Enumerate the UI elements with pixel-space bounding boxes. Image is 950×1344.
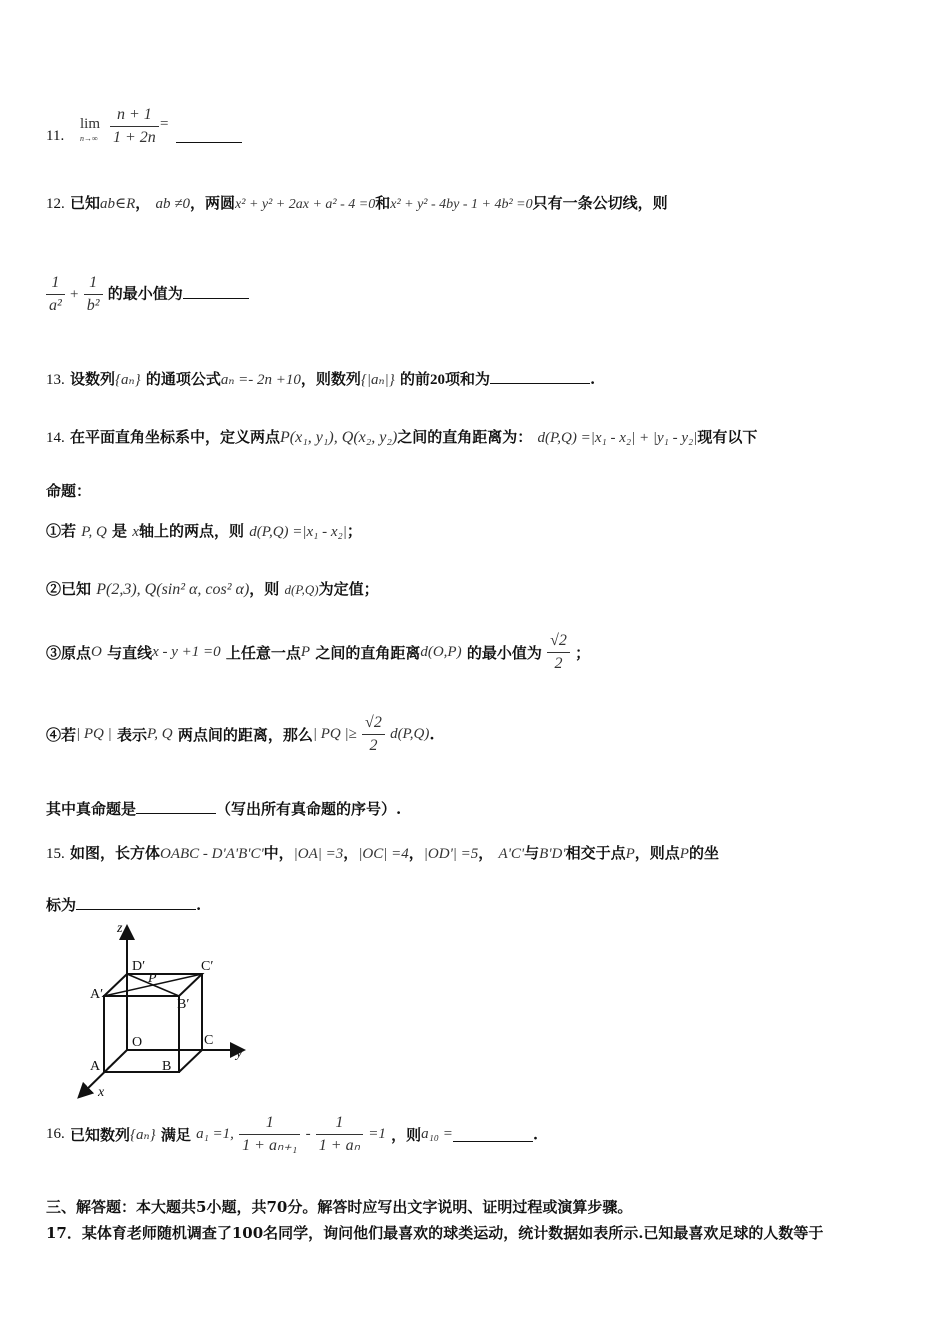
label-B: B xyxy=(162,1059,172,1074)
cuboid-figure xyxy=(70,920,260,1105)
q14-text-4: 命题： xyxy=(46,482,92,500)
q11-denominator: 1 + 2n xyxy=(113,129,156,146)
q15-math-7: P xyxy=(625,846,635,862)
question-15-line-2 xyxy=(46,894,201,915)
q15-text-2: 中， xyxy=(263,844,294,862)
q14-p3-text-c: 上任意一点 xyxy=(225,644,301,662)
q15-comma-2: ， xyxy=(408,844,424,862)
q14-p1-text-b: 是 xyxy=(112,522,128,540)
q11-lim-sub: n→∞ xyxy=(80,134,98,143)
q14-p3-denominator: 2 xyxy=(554,655,563,672)
q13-text-5: 项和为 xyxy=(445,370,491,388)
q15-text-3: 与 xyxy=(524,844,540,862)
q14-p4-text-a: ④若 xyxy=(46,726,77,744)
q13-text-2: 的通项公式 xyxy=(145,370,221,388)
q13-number-20: 20 xyxy=(430,372,445,388)
q15-text-4: 相交于点 xyxy=(565,844,626,862)
q15-math-8: P xyxy=(679,846,689,862)
q12-number: 12. xyxy=(46,196,65,212)
q14-p2-text-c: 为定值； xyxy=(318,580,379,598)
label-B-prime: B′ xyxy=(177,997,190,1012)
q15-math-1: OABC - D'A'B'C' xyxy=(160,846,264,862)
q14-p1-text-d: ； xyxy=(346,522,362,540)
question-12-line-2 xyxy=(46,272,249,317)
label-D-prime: D′ xyxy=(132,959,146,974)
q14-p4-text-b: 表示 xyxy=(117,726,148,744)
q14-p3-text-e: 的最小值为 xyxy=(466,644,542,662)
q14-text-2: 之间的直角距离为： xyxy=(397,428,533,446)
q16-end: . xyxy=(532,1125,539,1144)
q12-math-4: x² + y² - 4by - 1 + 4b² =0 xyxy=(390,197,533,212)
q16-math-1: {aₙ} xyxy=(130,1127,156,1143)
q14-p4-fraction xyxy=(362,712,385,757)
q14-p4-math-4: d(P,Q) xyxy=(390,726,430,742)
q16-f1-numerator: 1 xyxy=(239,1112,300,1135)
q14-p1-math-3: d(P,Q) =|x₁ - x₂| xyxy=(249,524,347,540)
q14-p3-numerator: √2 xyxy=(547,630,570,653)
label-C: C xyxy=(204,1033,214,1048)
q16-text-3: ，则 xyxy=(391,1126,422,1144)
q15-math-4: |OD'| =5 xyxy=(423,846,479,862)
label-y: y xyxy=(236,1046,243,1061)
q14-p4-denominator: 2 xyxy=(369,737,378,754)
q14-p3-math-3: P xyxy=(300,644,311,660)
q13-math-1: {aₙ} xyxy=(115,372,141,388)
q14-p3-math-2: x - y +1 =0 xyxy=(152,644,221,660)
q12-text-5: 只有一条公切线，则 xyxy=(532,194,668,212)
q14-proposition-1 xyxy=(46,520,362,541)
q14-p3-math-1: O xyxy=(91,644,102,660)
q14-p3-text-d: 之间的直角距离 xyxy=(315,644,421,662)
q14-p4-text-d: . xyxy=(429,725,435,744)
q11-answer-blank[interactable] xyxy=(176,128,242,143)
q14-p4-math-1: | PQ | xyxy=(76,726,112,742)
question-12 xyxy=(46,192,668,213)
q12-f2-numerator: 1 xyxy=(84,272,103,295)
q16-f2-numerator: 1 xyxy=(316,1112,363,1135)
label-O: O xyxy=(132,1035,143,1050)
q13-math-3: {|aₙ|} xyxy=(360,372,395,388)
label-A-prime: A′ xyxy=(90,987,104,1002)
q14-p4-math-3: | PQ |≥ xyxy=(312,726,357,742)
q16-math-3: =1 xyxy=(368,1126,386,1142)
question-17: 17．某体育老师随机调查了100名同学，询问他们最喜欢的球类运动，统计数据如表所示.已知最喜欢足球的人数等于 xyxy=(46,1224,824,1242)
edge-B-C xyxy=(179,1050,202,1072)
question-14 xyxy=(46,426,757,447)
q14-p1-math-2: x xyxy=(132,524,139,540)
q14-p4-text-c: 两点间的距离，那么 xyxy=(177,726,313,744)
q11-fraction xyxy=(110,104,159,149)
q12-math-3: x² + y² + 2ax + a² - 4 =0 xyxy=(235,197,376,212)
q16-minus: - xyxy=(305,1126,311,1142)
q15-answer-blank[interactable] xyxy=(76,895,196,910)
label-C-prime: C′ xyxy=(201,959,214,974)
q15-text-5: ，则点 xyxy=(634,844,680,862)
q16-answer-blank[interactable] xyxy=(453,1127,533,1142)
q13-number: 13. xyxy=(46,372,65,388)
q12-f1-denominator: a² xyxy=(49,297,62,314)
q14-text-3: 现有以下 xyxy=(697,428,758,446)
q16-math-4: a₁₀ = xyxy=(421,1126,453,1142)
q12-f1-numerator: 1 xyxy=(46,272,65,295)
q14-p3-text-a: ③原点 xyxy=(46,644,92,662)
q15-text-7: 标为 xyxy=(46,896,77,914)
question-16 xyxy=(46,1112,538,1157)
q14-p1-math-1: P, Q xyxy=(81,524,107,540)
q15-text-6: 的坐 xyxy=(688,844,719,862)
q14-text-1: 在平面直角坐标系中，定义两点 xyxy=(69,428,280,446)
section-3-title: 三、解答题：本大题共5小题，共70分。解答时应写出文字说明、证明过程或演算步骤。 xyxy=(46,1198,633,1216)
q12-f2-denominator: b² xyxy=(86,297,100,314)
q14-proposition-2 xyxy=(46,578,379,599)
q11-number: 11. xyxy=(46,128,65,144)
q14-p3-text-f: ； xyxy=(575,644,591,662)
q12-fraction-2 xyxy=(84,272,103,317)
label-z: z xyxy=(117,921,123,936)
q14-math-1: P(x₁, y₁), Q(x₂, y₂) xyxy=(280,429,398,446)
q14-p2-text-a: ②已知 xyxy=(46,580,92,598)
q16-fraction-1 xyxy=(239,1112,300,1157)
q11-numerator: n + 1 xyxy=(110,104,159,127)
q14-text-6: （写出所有真命题的序号）. xyxy=(216,800,402,818)
q12-text-2: ， xyxy=(135,194,151,212)
q15-text-1: 如图，长方体 xyxy=(69,844,160,862)
q14-proposition-4 xyxy=(46,712,435,757)
q16-f1-denominator: 1 + aₙ₊₁ xyxy=(242,1137,298,1154)
q12-fraction-1 xyxy=(46,272,65,317)
q15-math-5: A'C' xyxy=(498,846,525,862)
q13-math-2: aₙ =- 2n +10 xyxy=(220,372,301,388)
q13-text-1: 设数列 xyxy=(69,370,115,388)
q12-math-2: ab ≠0 xyxy=(155,196,191,212)
q14-conclusion xyxy=(46,798,401,819)
q14-p2-text-b: ，则 xyxy=(249,580,280,598)
q12-math-1: ab∈R xyxy=(100,196,136,212)
q16-text-2: 满足 xyxy=(160,1126,191,1144)
q14-math-2: d(P,Q) =|x₁ - x₂| + |y₁ - y₂| xyxy=(537,430,698,446)
q14-p3-math-4: d(O,P) xyxy=(420,644,462,660)
q13-text-4: 的前 xyxy=(399,370,430,388)
label-A: A xyxy=(90,1059,101,1074)
q13-text-3: ，则数列 xyxy=(300,370,361,388)
q14-p2-math-1: P(2,3), Q(sin² α, cos² α) xyxy=(96,581,250,598)
q14-answer-blank[interactable] xyxy=(136,799,216,814)
q13-end: . xyxy=(590,370,596,388)
q14-p4-numerator: √2 xyxy=(362,712,385,735)
q16-fraction-2 xyxy=(316,1112,363,1157)
q14-text-5: 其中真命题是 xyxy=(46,800,137,818)
q12-answer-blank[interactable] xyxy=(183,284,249,299)
q12-plus: + xyxy=(70,286,79,303)
question-13 xyxy=(46,368,595,389)
q15-math-3: |OC| =4 xyxy=(358,846,409,862)
q12-text-3: ，两圆 xyxy=(190,194,236,212)
q16-text-1: 已知数列 xyxy=(69,1126,130,1144)
q12-text-1: 已知 xyxy=(69,194,100,212)
q14-number: 14. xyxy=(46,430,65,446)
q16-f2-denominator: 1 + aₙ xyxy=(318,1137,360,1154)
label-P: P xyxy=(148,971,157,986)
q14-proposition-3 xyxy=(46,630,590,675)
q12-text-4: 和 xyxy=(375,194,391,212)
label-x: x xyxy=(98,1085,105,1100)
q15-number: 15. xyxy=(46,846,65,862)
q15-math-2: |OA| =3 xyxy=(293,846,344,862)
q11-lim: lim xyxy=(80,116,101,132)
q12-text-6: 的最小值为 xyxy=(107,284,183,303)
q13-answer-blank[interactable] xyxy=(490,369,590,384)
q16-math-2: a₁ =1, xyxy=(196,1126,234,1142)
q14-p4-math-2: P, Q xyxy=(147,726,173,742)
q15-comma-1: ， xyxy=(343,844,359,862)
question-15 xyxy=(46,842,719,863)
q15-math-6: B'D' xyxy=(539,846,566,862)
q15-comma-3: ， xyxy=(478,844,494,862)
q14-p2-math-2: d(P,Q) xyxy=(284,582,319,597)
q14-p1-text-c: 轴上的两点，则 xyxy=(138,522,244,540)
q14-p3-fraction xyxy=(547,630,570,675)
q14-p1-text-a: ①若 xyxy=(46,522,77,540)
q14-p3-text-b: 与直线 xyxy=(107,644,153,662)
q11-equals: = xyxy=(160,116,169,132)
q16-number: 16. xyxy=(46,1126,65,1142)
q15-end: . xyxy=(196,896,202,914)
